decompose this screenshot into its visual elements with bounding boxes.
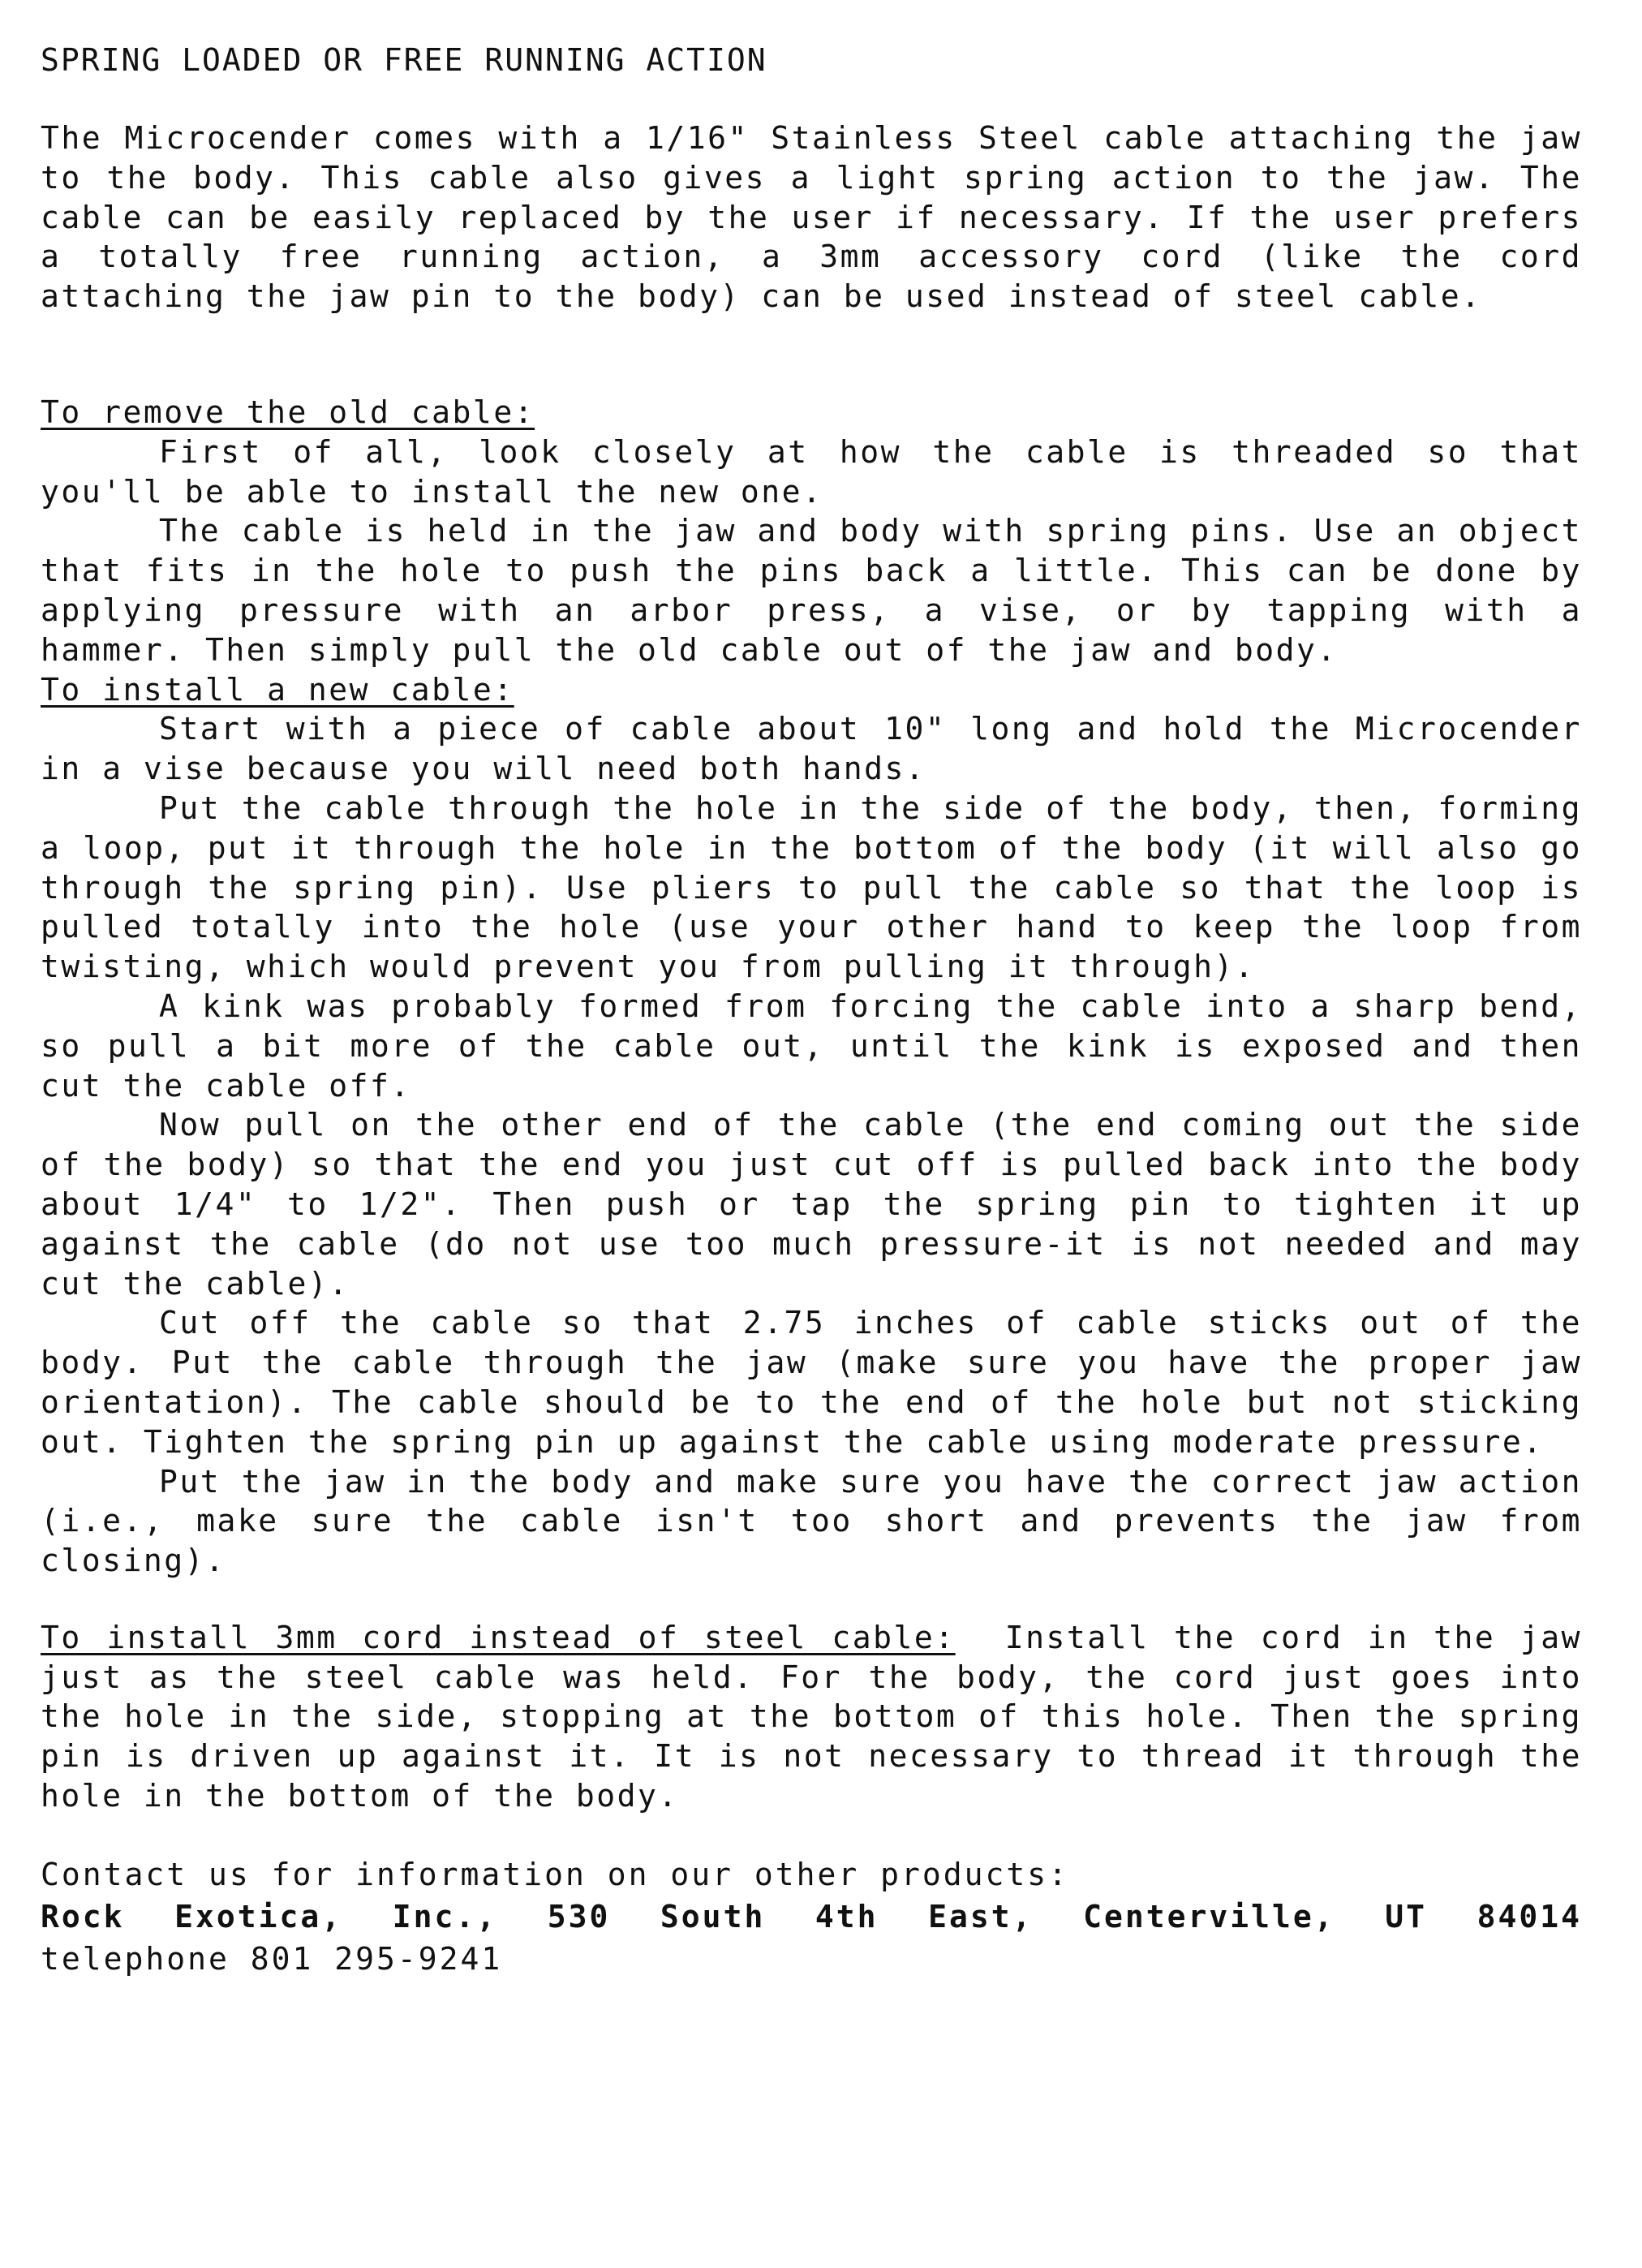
- install-paragraph-2: Put the cable through the hole in the side of the body, then, forming a loop, put it through the hole in the bottom of the body (it will also go through the spring pin). Use pliers to pull the cable so that the loop is pulled totally into the hole (use your other hand to keep the loop from twisting, which would prevent you from pulling it through).: [41, 790, 1582, 985]
- install-cable-heading: To install a new cable:: [41, 671, 514, 708]
- company-telephone: telephone 801 295-9241: [41, 1940, 503, 1977]
- install-paragraph-4: Now pull on the other end of the cable (the end coming out the side of the body) so that the end you just cut off is pulled back into the body about 1/4" to 1/2". Then push or tap the spring pin to tighten it up against the cable (do not use too much pressure-it is not needed and may cut the cable).: [41, 1107, 1582, 1302]
- company-address: Rock Exotica, Inc., 530 South 4th East, Centerville, UT 84014: [41, 1898, 1582, 1934]
- document-title: SPRING LOADED OR FREE RUNNING ACTION: [41, 42, 767, 78]
- install-paragraph-3: A kink was probably formed from forcing the cable into a sharp bend, so pull a bit more of the cable out, until the kink is exposed and then cut the cable off.: [41, 988, 1582, 1104]
- contact-intro: Contact us for information on our other products:: [41, 1856, 1070, 1892]
- install-paragraph-5: Cut off the cable so that 2.75 inches of cable sticks out of the body. Put the cable through the jaw (make sure you have the proper jaw orientation). The cable should be to the end of the hole but not sticking out. Tighten the spring pin up against the cable using moderate pressure.: [41, 1305, 1582, 1460]
- install-paragraph-6: Put the jaw in the body and make sure you have the correct jaw action (i.e., make sure the cable isn't too short and prevents the jaw from closing).: [41, 1463, 1582, 1579]
- cord-heading: To install 3mm cord instead of steel cable:: [41, 1619, 956, 1655]
- intro-paragraph: The Microcender comes with a 1/16" Stainless Steel cable attaching the jaw to the body. This cable also gives a light spring action to the jaw. The cable can be easily replaced by the user if necessary. If the user prefers a totally free running action, a 3mm accessory cord (like the cord attaching the jaw pin to the body) can be used instead of steel cable.: [41, 120, 1582, 315]
- remove-cable-section: [41, 393, 1582, 670]
- cord-text: Install the cord in the jaw just as the steel cable was held. For the body, the cord just goes into the hole in the side, stopping at the bottom of this hole. Then the spring pin is driven up against it. It is not necessary to thread it through the hole in the bottom of the body.: [41, 1619, 1582, 1814]
- remove-paragraph-1: First of all, look closely at how the cable is threaded so that you'll be able to install the new one.: [41, 433, 1582, 510]
- install-cable-section: [41, 670, 1582, 1581]
- install-paragraph-1: Start with a piece of cable about 10" long and hold the Microcender in a vise because you will need both hands.: [41, 711, 1582, 787]
- spacer: [41, 1581, 1582, 1618]
- remove-cable-heading: To remove the old cable:: [41, 394, 535, 430]
- spacer: [41, 1816, 1582, 1853]
- contact-section: [41, 1853, 1582, 1980]
- spacer: [41, 316, 1582, 393]
- cord-section: [41, 1618, 1582, 1816]
- cord-paragraph: [41, 1618, 1582, 1816]
- remove-paragraph-2: The cable is held in the jaw and body with spring pins. Use an object that fits in the hole to push the pins back a little. This can be done by applying pressure with an arbor press, a vise, or by tapping with a hammer. Then simply pull the old cable out of the jaw and body.: [41, 513, 1582, 668]
- document-page: [41, 41, 1582, 1980]
